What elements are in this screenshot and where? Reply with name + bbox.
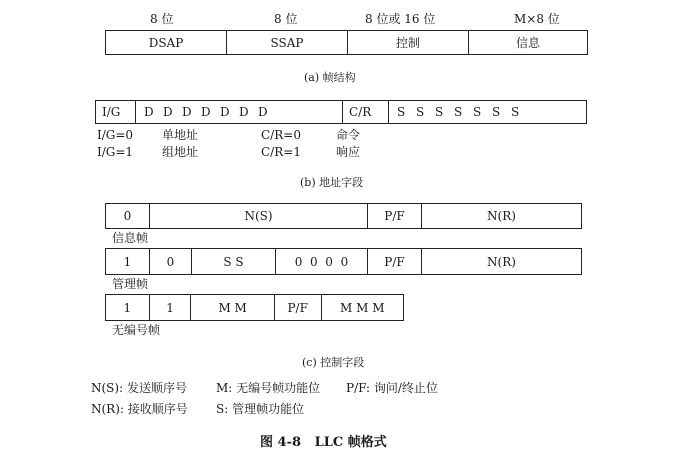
ig-bit: I/G bbox=[96, 101, 136, 123]
unnumbered-frame-row bbox=[105, 294, 404, 321]
s-bit: S bbox=[454, 105, 463, 119]
ig0-code: I/G=0 bbox=[97, 128, 134, 142]
figure-title: 图 4-8 LLC 帧格式 bbox=[260, 435, 387, 450]
unnumbered-frame-label: 无编号帧 bbox=[112, 323, 161, 337]
s-bit: S bbox=[473, 105, 482, 119]
control-size: 8 位或 16 位 bbox=[365, 12, 436, 26]
unnumbered-frame-cell: 1 bbox=[150, 295, 192, 320]
address-field-row bbox=[95, 100, 587, 124]
caption-b: (b) 地址字段 bbox=[300, 176, 364, 189]
info-field: 信息 bbox=[515, 36, 540, 50]
unnumbered-frame-cell: M M M bbox=[340, 300, 385, 315]
info-frame-cell: P/F bbox=[368, 204, 422, 228]
unnumbered-frame-cell: 1 bbox=[106, 295, 150, 320]
legend-pf: P/F: 询问/终止位 bbox=[346, 381, 438, 395]
s-bit: S bbox=[511, 105, 520, 119]
info-frame-cell: N(R) bbox=[487, 209, 516, 223]
supervisory-frame-cell: P/F bbox=[368, 249, 422, 274]
cr-bit: C/R bbox=[343, 101, 389, 123]
ssap-field: SSAP bbox=[227, 31, 348, 54]
legend-nr: N(R): 接收顺序号 bbox=[91, 402, 188, 416]
d-bit: D bbox=[163, 105, 173, 119]
supervisory-frame-cell: S S bbox=[192, 249, 276, 274]
frame-structure-row bbox=[105, 30, 588, 55]
ig1-code: I/G=1 bbox=[97, 145, 134, 159]
info-size: M×8 位 bbox=[514, 12, 560, 26]
unnumbered-frame-cell: P/F bbox=[275, 295, 322, 320]
cr1-code: C/R=1 bbox=[261, 145, 301, 159]
info-frame-cell: N(S) bbox=[150, 204, 368, 228]
supervisory-frame-cell: 0 0 0 0 bbox=[276, 249, 368, 274]
caption-c: (c) 控制字段 bbox=[302, 356, 365, 369]
supervisory-frame-cell: N(R) bbox=[487, 254, 516, 269]
ssap-size: 8 位 bbox=[274, 12, 298, 26]
d-bit: D bbox=[258, 105, 268, 119]
s-bits bbox=[389, 101, 586, 123]
cr1-label: 响应 bbox=[336, 145, 361, 159]
d-bit: D bbox=[144, 105, 154, 119]
supervisory-frame-cell: 0 bbox=[150, 249, 192, 274]
d-bit: D bbox=[220, 105, 230, 119]
cr0-code: C/R=0 bbox=[261, 128, 301, 142]
control-field: 控制 bbox=[348, 31, 469, 54]
s-bit: S bbox=[435, 105, 444, 119]
info-frame-row bbox=[105, 203, 582, 229]
unnumbered-frame-cell: M M bbox=[191, 295, 274, 320]
ig1-label: 组地址 bbox=[162, 145, 199, 159]
dsap-field: DSAP bbox=[106, 31, 227, 54]
info-frame-label: 信息帧 bbox=[112, 231, 149, 245]
d-bit: D bbox=[201, 105, 211, 119]
legend-m: M: 无编号帧功能位 bbox=[216, 381, 321, 395]
dsap-size: 8 位 bbox=[150, 12, 174, 26]
cr0-label: 命令 bbox=[336, 128, 361, 142]
ig0-label: 单地址 bbox=[162, 128, 199, 142]
s-bit: S bbox=[492, 105, 501, 119]
legend-ns: N(S): 发送顺序号 bbox=[91, 381, 187, 395]
supervisory-frame-row bbox=[105, 248, 582, 275]
supervisory-frame-label: 管理帧 bbox=[112, 277, 149, 291]
caption-a: (a) 帧结构 bbox=[304, 71, 356, 84]
legend-s: S: 管理帧功能位 bbox=[216, 402, 305, 416]
d-bit: D bbox=[239, 105, 249, 119]
info-frame-cell: 0 bbox=[106, 204, 150, 228]
s-bit: S bbox=[397, 105, 406, 119]
s-bit: S bbox=[416, 105, 425, 119]
d-bits bbox=[136, 101, 343, 123]
d-bit: D bbox=[182, 105, 192, 119]
supervisory-frame-cell: 1 bbox=[106, 249, 150, 274]
